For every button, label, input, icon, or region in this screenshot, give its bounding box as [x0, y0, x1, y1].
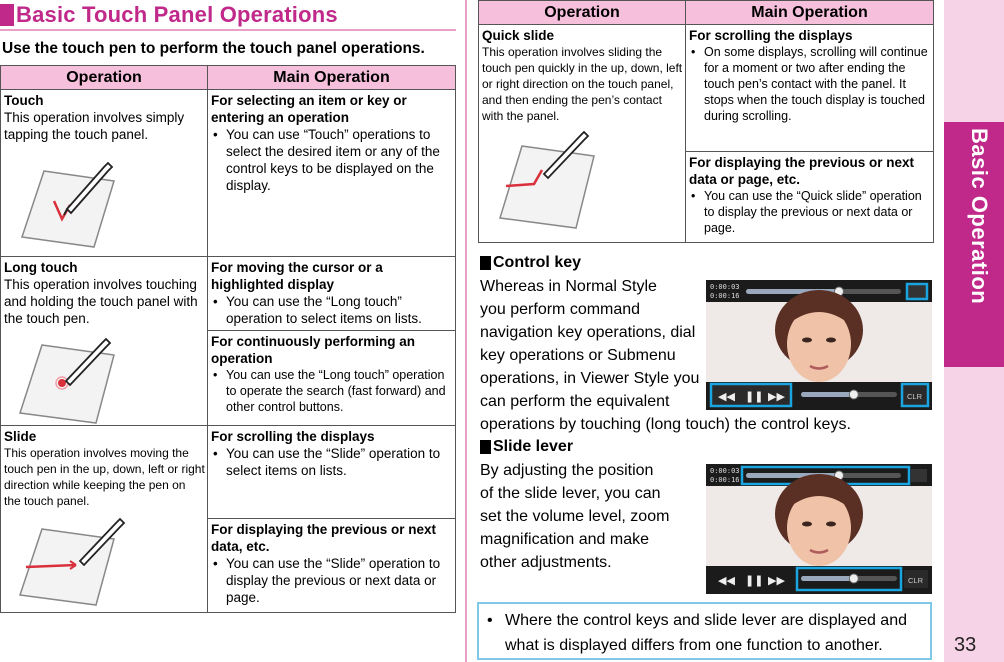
rewind-icon[interactable]: ◀◀	[718, 575, 735, 587]
rewind-icon[interactable]: ◀◀	[718, 391, 735, 403]
intro-text: Use the touch pen to perform the touch panel operations.	[2, 40, 425, 57]
fast-forward-icon[interactable]: ▶▶	[768, 391, 785, 403]
heading-underline	[0, 29, 456, 31]
slide-lever-text	[480, 459, 695, 574]
main-heading: For displaying the previous or next data, etc.	[211, 522, 437, 554]
main-long-touch-2	[208, 331, 456, 426]
text-line: Whereas in Normal Style	[480, 278, 657, 295]
viewer-screenshot-control-keys	[706, 280, 932, 410]
main-heading: For moving the cursor or a highlighted display	[211, 260, 383, 292]
time-total: 0:00:16	[710, 292, 740, 300]
text-line: set the volume level, zoom	[480, 508, 670, 525]
main-slide-1	[208, 426, 456, 519]
subhead-square-icon	[480, 440, 491, 454]
top-control-key[interactable]	[907, 284, 927, 299]
control-key-title: Control key	[493, 254, 582, 271]
op-name: Slide	[4, 429, 37, 444]
op-slide	[1, 426, 208, 613]
time-elapsed: 0:00:03	[710, 283, 740, 291]
main-heading: For scrolling the displays	[211, 429, 375, 444]
note-text: Where the control keys and slide lever are displayed and what is displayed differs from one function to another.	[505, 612, 907, 654]
text-line: By adjusting the position	[480, 462, 654, 479]
main-text: You can use the “Slide” operation to select items on lists.	[226, 446, 441, 478]
volume-knob[interactable]	[849, 390, 858, 399]
main-bullet-text	[213, 293, 452, 327]
subhead-square-icon	[480, 256, 491, 270]
main-slide-2	[208, 519, 456, 613]
page-number: 33	[954, 634, 977, 656]
main-quick-slide-1	[686, 25, 934, 152]
header-operation: Operation	[479, 1, 686, 25]
main-long-touch-1	[208, 257, 456, 331]
op-name: Long touch	[4, 260, 78, 275]
main-bullet-text	[213, 445, 452, 479]
bullet-glyph: •	[213, 127, 218, 142]
main-bullet-text	[213, 367, 452, 415]
text-line: you perform command	[480, 301, 641, 318]
chapter-sidebar	[944, 0, 1004, 662]
time-elapsed: 0:00:03	[710, 467, 740, 475]
main-touch	[208, 90, 456, 257]
quick-slide-illustration	[482, 130, 632, 232]
chapter-tab-label: Basic Operation	[967, 128, 992, 305]
long-touch-illustration	[4, 333, 154, 425]
bullet-glyph: •	[691, 189, 696, 203]
main-heading: For selecting an item or key or entering an operation	[211, 93, 407, 125]
slide-lever-title: Slide lever	[493, 438, 574, 455]
op-long-touch	[1, 257, 208, 426]
pause-icon[interactable]: ❚❚	[745, 391, 764, 403]
main-quick-slide-2	[686, 152, 934, 243]
main-text: You can use the “Long touch” operation to select items on lists.	[226, 294, 422, 326]
text-line: can perform the equivalent	[480, 393, 670, 410]
main-bullet-text	[691, 44, 930, 124]
main-heading: For scrolling the displays	[689, 28, 853, 43]
text-line: key operations or Submenu	[480, 347, 676, 364]
main-bullet-text	[691, 188, 930, 236]
header-operation: Operation	[1, 66, 208, 90]
main-text: On some displays, scrolling will continue for a moment or two after ending the touch pen’s contact with the panel. It stops when the touch display is touched during scrolling.	[704, 45, 928, 123]
bullet-glyph: •	[213, 294, 218, 309]
main-bullet-text	[213, 555, 452, 606]
slide-illustration	[4, 515, 154, 607]
bullet-glyph: •	[691, 45, 696, 59]
header-main-operation: Main Operation	[208, 66, 456, 90]
text-line: navigation key operations, dial	[480, 324, 696, 341]
bullet-glyph: •	[213, 446, 218, 461]
clr-label: CLR	[907, 392, 923, 401]
op-desc: This operation involves sliding the touch pen quickly in the up, down, left or right direction on the touch panel, and then ending the pen’s contact with the panel.	[482, 45, 683, 123]
main-text: You can use the “Long touch” operation to operate the search (fast forward) and other control buttons.	[226, 368, 446, 415]
main-heading: For continuously performing an operation	[211, 334, 416, 367]
control-key-heading	[480, 254, 581, 272]
bullet-glyph: •	[213, 556, 218, 571]
text-line: magnification and make	[480, 531, 649, 548]
op-name: Touch	[4, 93, 44, 108]
main-heading: For displaying the previous or next data or page, etc.	[689, 155, 915, 187]
op-desc: This operation involves moving the touch pen in the up, down, left or right direction while keeping the pen on the touch panel.	[4, 446, 205, 508]
header-main-operation: Main Operation	[686, 1, 934, 25]
bullet-glyph: •	[213, 368, 218, 383]
main-text: You can use the “Slide” operation to display the previous or next data or page.	[226, 556, 441, 605]
text-line: operations, in Viewer Style you	[480, 370, 700, 387]
time-total: 0:00:16	[710, 476, 740, 484]
bullet-glyph: •	[487, 612, 493, 629]
slide-lever-heading	[480, 438, 573, 456]
op-quick-slide	[479, 25, 686, 243]
column-divider	[465, 0, 467, 662]
clr-label: CLR	[908, 576, 924, 585]
text-line: other adjustments.	[480, 554, 612, 571]
fast-forward-icon[interactable]: ▶▶	[768, 575, 785, 587]
touch-illustration	[4, 149, 154, 249]
heading-text: Basic Touch Panel Operations	[16, 2, 338, 27]
pause-icon[interactable]: ❚❚	[745, 575, 764, 587]
text-line: operations by touching (long touch) the control keys.	[480, 416, 851, 433]
section-heading	[0, 0, 460, 30]
op-name: Quick slide	[482, 28, 555, 43]
operations-table-left	[0, 65, 456, 613]
text-line: of the slide lever, you can	[480, 485, 661, 502]
note-box	[477, 602, 932, 660]
main-text: You can use the “Quick slide” operation to display the previous or next data or page.	[704, 189, 922, 235]
viewer-screenshot-slide-lever	[706, 464, 932, 594]
heading-square-icon	[0, 4, 14, 26]
operations-table-right	[478, 0, 934, 243]
volume-knob[interactable]	[849, 574, 858, 583]
op-desc: This operation involves simply tapping the touch panel.	[4, 110, 185, 142]
main-bullet-text	[213, 126, 452, 194]
op-desc: This operation involves touching and holding the touch panel with the touch pen.	[4, 277, 198, 326]
volume-fill	[801, 392, 854, 397]
main-text: You can use “Touch” operations to select the desired item or any of the control keys to be displayed on the display.	[226, 127, 440, 193]
op-touch	[1, 90, 208, 257]
volume-fill	[801, 576, 854, 581]
top-control-key[interactable]	[911, 469, 927, 482]
